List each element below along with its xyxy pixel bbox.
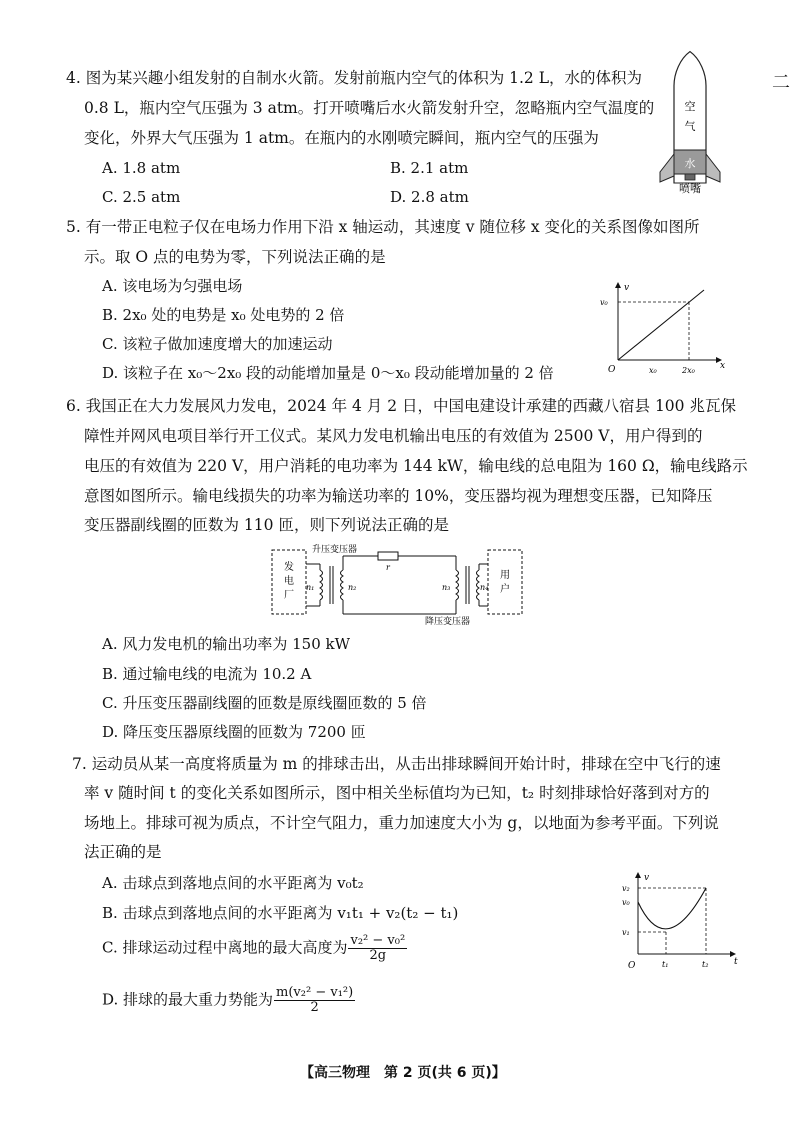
q5-line-2: 示。取 O 点的电势为零，下列说法正确的是 <box>84 248 386 266</box>
q7-option-d-numerator: m(v₂² − v₁²) <box>276 985 354 1000</box>
q7-y-tick-v1: v₁ <box>622 928 630 937</box>
q7-option-c <box>102 934 407 963</box>
q5-option-b: B. 2x₀ 处的电势是 x₀ 处电势的 2 倍 <box>102 306 345 324</box>
q7-y-axis-label: v <box>644 873 650 883</box>
step-up-label: 升压变压器 <box>312 545 358 555</box>
q7-option-b: B. 击球点到落地点间的水平距离为 v₁t₁ + v₂(t₂ − t₁) <box>102 904 459 922</box>
water-rocket-figure <box>650 64 730 194</box>
plant-char-2: 电 <box>284 576 294 587</box>
rocket-air-char-2: 气 <box>684 120 696 133</box>
resistor-label: r <box>386 563 390 572</box>
q5-x-axis-label: x <box>720 361 726 371</box>
q7-x-tick-t1: t₁ <box>662 960 669 969</box>
q4-option-b: B. 2.1 atm <box>390 159 469 177</box>
q5-x-tick-2x0: 2x₀ <box>682 366 695 375</box>
q6-line-4: 意图如图所示。输电线损失的功率为输送功率的 10%，变压器均视为理想变压器，已知降压 <box>84 487 713 505</box>
q7-line-2: 率 v 随时间 t 的变化关系如图所示，图中相关坐标值均为已知，t₂ 时刻排球恰好落到对方的 <box>84 784 710 802</box>
rocket-nozzle-label: 喷嘴 <box>679 182 701 195</box>
rocket-water-label: 水 <box>684 157 696 170</box>
q7-option-d-fraction <box>274 986 355 1015</box>
q7-option-d-denominator: 2 <box>310 1000 319 1015</box>
coil-n2: n₂ <box>348 583 357 592</box>
corner-mark: 二 <box>772 72 790 93</box>
q7-option-c-fraction <box>348 934 407 963</box>
q6-transmission-circuit <box>270 540 530 626</box>
q6-line-1: 6. 我国正在大力发展风力发电，2024 年 4 月 2 日，中国电建设计承建的西藏八宿县 100 兆瓦保 <box>66 397 736 415</box>
q7-line-1: 7. 运动员从某一高度将质量为 m 的排球击出，从击出排球瞬间开始计时，排球在空中飞行的速 <box>72 755 721 773</box>
q7-option-d <box>102 986 355 1015</box>
q6-line-5: 变压器副线圈的匝数为 110 匝，则下列说法正确的是 <box>84 516 449 534</box>
q6-option-c: C. 升压变压器副线圈的匝数是原线圈匝数的 5 倍 <box>102 694 427 712</box>
q7-option-a: A. 击球点到落地点间的水平距离为 v₀t₂ <box>102 874 364 892</box>
q5-y-axis-label: v <box>624 283 630 293</box>
rocket-air-char-1: 空 <box>684 100 696 113</box>
q5-x-tick-x0: x₀ <box>649 366 657 375</box>
coil-n4: n₄ <box>480 583 489 592</box>
q5-y-tick-v0: v₀ <box>600 298 608 307</box>
q5-option-d: D. 该粒子在 x₀～2x₀ 段的动能增加量是 0～x₀ 段动能增加量的 2 倍 <box>102 364 554 382</box>
q6-option-a: A. 风力发电机的输出功率为 150 kW <box>102 635 351 653</box>
q7-line-4: 法正确的是 <box>84 843 162 861</box>
q5-vx-graph <box>598 282 728 377</box>
q4-option-a: A. 1.8 atm <box>102 159 181 177</box>
q7-x-tick-t2: t₂ <box>702 960 709 969</box>
step-down-label: 降压变压器 <box>425 617 471 627</box>
q5-line-1: 5. 有一带正电粒子仅在电场力作用下沿 x 轴运动，其速度 v 随位移 x 变化的关系图像如图所 <box>66 218 700 236</box>
q7-option-c-numerator: v₂² − v₀² <box>350 933 406 948</box>
user-char-2: 户 <box>500 584 510 595</box>
q7-y-tick-v2: v₂ <box>622 884 630 893</box>
user-char-1: 用 <box>500 570 510 581</box>
q7-vt-graph <box>618 872 743 972</box>
q4-line-2: 0.8 L，瓶内空气压强为 3 atm。打开喷嘴后水火箭发射升空，忽略瓶内空气温度的 <box>84 99 655 117</box>
plant-char-1: 发 <box>284 562 294 573</box>
coil-n1: n₁ <box>306 583 315 592</box>
q5-option-a: A. 该电场为匀强电场 <box>102 277 243 295</box>
q6-option-d: D. 降压变压器原线圈的匝数为 7200 匝 <box>102 723 366 741</box>
q7-y-tick-v0: v₀ <box>622 898 630 907</box>
q7-option-c-denominator: 2g <box>369 948 387 963</box>
q5-option-c: C. 该粒子做加速度增大的加速运动 <box>102 335 333 353</box>
q6-line-2: 障性并网风电项目举行开工仪式。某风力发电机输出电压的有效值为 2500 V，用户得到的 <box>84 427 703 445</box>
q4-option-d: D. 2.8 atm <box>390 188 469 206</box>
q7-x-axis-label: t <box>734 957 738 967</box>
q6-line-3: 电压的有效值为 220 V，用户消耗的电功率为 144 kW，输电线的总电阻为 160 Ω，输电线路示 <box>84 457 748 475</box>
plant-char-3: 厂 <box>284 590 294 601</box>
q7-option-d-prefix: D. 排球的最大重力势能为 <box>102 990 274 1009</box>
coil-n3: n₃ <box>442 583 451 592</box>
q5-origin-label: O <box>608 365 616 375</box>
q7-option-c-prefix: C. 排球运动过程中离地的最大高度为 <box>102 938 348 957</box>
q7-origin-label: O <box>628 961 636 971</box>
q4-option-c: C. 2.5 atm <box>102 188 181 206</box>
q6-option-b: B. 通过输电线的电流为 10.2 A <box>102 665 312 683</box>
line-resistor <box>378 552 398 560</box>
page-footer: 【高三物理 第 2 页(共 6 页)】 <box>300 1065 506 1081</box>
user-box <box>488 550 522 614</box>
q4-line-3: 变化，外界大气压强为 1 atm。在瓶内的水刚喷完瞬间，瓶内空气的压强为 <box>84 129 599 147</box>
q7-line-3: 场地上。排球可视为质点，不计空气阻力，重力加速度大小为 g，以地面为参考平面。下列说 <box>84 814 719 832</box>
q4-line-1: 4. 图为某兴趣小组发射的自制水火箭。发射前瓶内空气的体积为 1.2 L，水的体积为 <box>66 69 643 87</box>
